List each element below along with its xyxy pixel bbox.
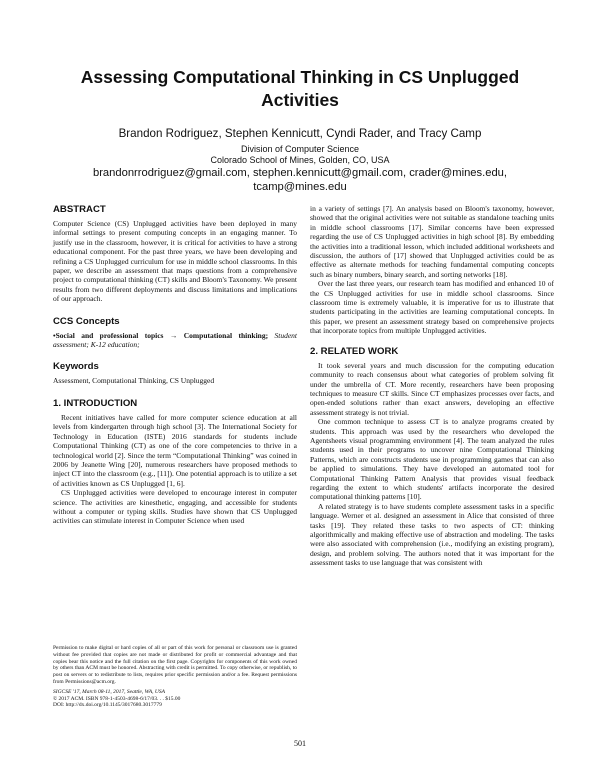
- ccs-heading: CCS Concepts: [53, 315, 120, 327]
- keywords-text: Assessment, Computational Thinking, CS Unplugged: [53, 376, 215, 386]
- ccs-text: [53, 331, 297, 350]
- right-column: [310, 204, 554, 568]
- ccs-concept-bold: •Social and professional topics → Computational thinking;: [53, 330, 269, 340]
- permission-footnote: [53, 645, 297, 709]
- affiliation-line-1: Division of Computer Science: [240, 144, 360, 154]
- intro-paragraph-1: Recent initiatives have called for more computer science education at all levels from kindergarten through high school [3]. The International Society for Technology in Education (ISTE) 2016 standards for students include Computational Thinking (CT) as one of the core competencies to thrive in a technological world [2]. Since the term “Computational Thinking” was coined in 2006 by Jeanette Wing [20], numerous researchers have proposed methods to inject CT into the classroom (e.g., [11]). One potential approach is to utilize a set of activities known as CS Unplugged [1, 6].: [53, 412, 297, 488]
- abstract-heading: ABSTRACT: [53, 204, 106, 215]
- affiliation-line-2: Colorado School of Mines, Golden, CO, USA: [210, 154, 390, 165]
- affiliation: [40, 144, 560, 166]
- left-column: [53, 204, 297, 526]
- title-line-2: Activities: [261, 90, 339, 110]
- abstract-text: Computer Science (CS) Unplugged activities have been deployed in many informal settings to present computing concepts in an engaging manner. To justify use in the classroom, however, it is critical for activities to have a strong educational component. For the past three years, we have been developing and refining a CS Unplugged curriculum for use in middle school classrooms. In this paper, we describe an assessment that maps questions from a comprehensive project to computational thinking (CT) skills and Bloom's Taxonomy. We present results from two different deployments and discuss limitations and implications of our approach.: [53, 219, 297, 304]
- permission-text: Permission to make digital or hard copies of all or part of this work for personal or classroom use is granted without fee provided that copies are not made or distributed for profit or commercial advantage and that copies bear this notice and the full citation on the first page. Copyrights for components of this work owned by others than ACM must be honored. Abstracting with credit is permitted. To copy otherwise, or republish, to post on servers or to redistribute to lists, requires prior specific permission and/or a fee. Request permissions from Permissions@acm.org.: [53, 645, 297, 685]
- venue-line: SIGCSE '17, March 08-11, 2017, Seattle, WA, USA: [53, 688, 165, 695]
- author-list: Brandon Rodriguez, Stephen Kennicutt, Cyndi Rader, and Tracy Camp: [118, 127, 482, 140]
- related-work-heading: 2. RELATED WORK: [310, 345, 399, 357]
- intro-paragraph-2: CS Unplugged activities were developed to encourage interest in computer science. The activities are kinesthetic, engaging, and accessible for students without a computer or typing skills. Studies have shown that CS Unplugged activities can stimulate interest in Computer Science when used: [53, 488, 297, 526]
- title-line-1: Assessing Computational Thinking in CS Unplugged: [80, 67, 520, 87]
- doi-line[interactable]: DOI: http://dx.doi.org/10.1145/3017680.3017779: [53, 702, 162, 709]
- copyright-line: © 2017 ACM. ISBN 978-1-4503-4698-6/17/03. . . $15.00: [53, 695, 181, 702]
- page-number: 501: [294, 739, 306, 748]
- keywords-heading: Keywords: [53, 361, 99, 373]
- intro-heading: 1. INTRODUCTION: [53, 397, 138, 409]
- intro-paragraph-3: Over the last three years, our research team has modified and enhanced 10 of the CS Unplugged activities for use in middle school classrooms. Since classroom time is extremely valuable, it is imperative for us to illustrate that students participating in the activities are learning computational concepts. In this paper, we present an assessment strategy based on comprehensive projects that incorporate topics from multiple Unplugged activities.: [310, 279, 554, 336]
- related-paragraph-2: One common technique to assess CT is to analyze programs created by students. This approach was used by the researchers who developed the Agentsheets visual programming environment [4]. The team analyzed the rules students used in their programs to uncover nine Computational Thinking Patterns, which are constructs students use in programming games that can also be applied to simulations. They have developed an automated tool for Computational Thinking Pattern Analysis that provides visual feedback regarding the extent to which students' artifacts incorporate the desired computational thinking patterns [10].: [310, 417, 554, 502]
- intro-paragraph-2-continued: in a variety of settings [7]. An analysis based on Bloom's taxonomy, however, showed that the original activities were not suitable as standalone teaching units in middle school classrooms [17]. Similar concerns have been expressed regarding the use of CS Unplugged activities in high school [8]. By embedding the activities into a traditional lesson, which included additional worksheets and discussion, the authors of [17] showed that Unplugged activities could be as effective as alternate methods for teaching fundamental computing concepts such as binary numbers, binary search, and sorting networks [18].: [310, 204, 554, 279]
- paper-title: [40, 66, 560, 112]
- related-paragraph-1: It took several years and much discussion for the computing education community to reach consensus about what categories of problem solving fit under the umbrella of CT. More recently, researchers have been proposing techniques to measure CT skills. Since CT emphasizes processes over facts, and open-ended solutions rather than exact answers, developing an effective assessment strategy is not trivial.: [310, 360, 554, 417]
- emails-line-2: tcamp@mines.edu: [253, 181, 347, 193]
- related-paragraph-3: A related strategy is to have students complete assessment tasks in a specific language. Werner et al. designed an assessment in Alice that consisted of three tasks [19]. They related these tasks to two aspects of CT: thinking algorithmically and making effective use of abstraction and modeling. The tasks were also associated with comprehension (i.e., modifying an existing program), design, and problem solving. The authors noted that it was important for the assessment tasks to use language that was consistent with: [310, 501, 554, 568]
- ccs-concept-italic: Student assessment; K-12 education;: [53, 330, 297, 350]
- emails-line-1: brandonrrodriguez@gmail.com, stephen.kennicutt@gmail.com, crader@mines.edu,: [92, 167, 507, 179]
- author-emails: [40, 166, 560, 194]
